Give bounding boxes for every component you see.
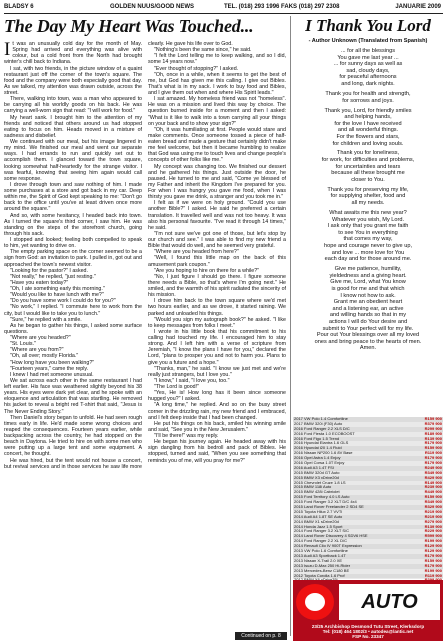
poem-line: and helping hands, (344, 114, 392, 121)
poem-line: For the flowers and stars, (336, 133, 400, 140)
poem-stanza (293, 91, 443, 104)
poem-line: for children and loving souls. (332, 140, 404, 147)
article-paragraph: "A long time," he replied. And so on the busy street corner in the drizzling rain, my new friend and I embraced, and I felt deep inside that I had been changed. (148, 402, 286, 421)
car-name: 2017 BMW 320i (F30) Auto (294, 421, 343, 426)
car-name: 2016 Opel Astra 1.4 Enjoy (294, 456, 341, 461)
poem-box (293, 16, 443, 355)
car-price: R379 900 (424, 421, 442, 426)
car-price: R179 900 (424, 456, 442, 461)
header-telephone: TEL. (018) 293 1996 FAKS (018) 297 2308 (224, 4, 340, 10)
article-paragraph: We continued with our meal, but his image lingered in my mind. We finished our meal and went our separate ways. I had errands to run and quickly set out to accomplish them. I glanced toward the town square, looking somewhat half-heartedly for the strange visitor. I was fearful, knowing that seeing him again would call some response. (4, 139, 142, 182)
article-paragraph: "Oh, all over; mostly Florida." (10, 353, 79, 360)
dealer-banner (293, 580, 443, 623)
poem-body (293, 48, 443, 352)
car-price: R199 900 (424, 568, 442, 573)
article-paragraph: I drove him back to the town square where we'd met two hours earlier, and as we drove, it started raining. We parked and unloaded his things. (148, 298, 286, 317)
car-price: R299 900 (424, 426, 442, 431)
car-price: R159 900 (424, 417, 442, 421)
car-name: 2013 VW Polo 1.6 Comfortline (294, 549, 348, 554)
car-name: 2017 VW Polo 1.4 Comfortline (294, 417, 348, 421)
article-paragraph: Then Daniel's story began to unfold. He had seen rough times early in life. He'd made some wrong choices and reaped the consequences. Fourteen years earlier, while backpacking across the country, he had stopped on the beach in Daytona. He tried to hire on with some men who were putting up a large tent and some equipment. A concert, he thought. (4, 414, 142, 458)
car-price: R199 900 (424, 539, 442, 544)
article-paragraph: I drove through town and saw nothing of him. I made some purchases at a store and got back in my car. Deep within me, the Spirit of God kept speaking to me: "Don't go back to the office until you've at least driven once more around the square." (4, 181, 142, 213)
article-paragraph: "Yes, He is! How long has it been since someone hugged you?" I asked. (148, 390, 286, 403)
article-paragraph: "How long have you been walking?" (10, 359, 95, 366)
car-price: R129 900 (424, 544, 442, 549)
poem-line: is good for me and that which (331, 285, 405, 292)
car-price: R129 900 (424, 549, 442, 554)
article-paragraph: The empty parking space on the corner seemed to be a sign from God: an invitation to park. I pulled in, got out and approached the town's newest visitor. (4, 249, 142, 268)
article-paragraph: "Thanks, man," he said. "I know we just met and we're really just strangers, but I love you." (148, 365, 286, 378)
continued-label: Continued on p. 8 (235, 632, 287, 640)
article-paragraph: "I'll be there!" was my reply. (154, 433, 219, 439)
poem-line: that comes my way, (343, 236, 393, 243)
car-name: 2016 Nissan NP200 1.6 8V Base (294, 451, 353, 456)
poem-line: Give me patience, humility, (334, 266, 402, 273)
article-paragraph: "Oh, once in a while, when it seems to get the best of me, but God has given me this calling. I give out Bibles. That's what is in my sack. I work to buy food and Bibles, and I give them out when and where His Spirit leads." (148, 71, 286, 96)
car-name: 2014 Ford Ranger 3.2 XLT S/C (294, 529, 349, 534)
article-paragraph: "Not really," he replied, "just resting." (10, 273, 96, 280)
car-price: R349 900 (424, 500, 442, 505)
article-paragraph: "Oh, it was humiliating at first. People would stare and make comments. Once someone tossed a piece of half-eaten bread and made a gesture that certainly didn't make me feel welcome, but then it became humbling to realize that God was using me to touch lives and change people's concepts of other folks like me." (148, 126, 286, 164)
dealer-fsp: FSP No. 23347 (352, 634, 384, 640)
car-price: R219 900 (424, 509, 442, 514)
article-paragraph: He began his journey again. He headed away with his sign dangling from his bedroll and pack of Bibles. He stopped, turned and said, "When you see something that reminds you of me, will you pray for me?" (148, 439, 286, 464)
car-name: 2013 Isuzu D-Max 250 Hi-Rider (294, 563, 351, 568)
article-paragraph: And so, with some hesitancy, I headed back into town. As I turned the square's third corner, I saw him. He was standing on the steps of the storefront church, going through his sack. (4, 212, 142, 237)
car-price: R189 900 (424, 431, 442, 436)
dealer-address-block (293, 623, 443, 641)
poem-line: because all these brought me (331, 170, 405, 177)
article-paragraph: "Would you like to have lunch with me?" (10, 292, 104, 299)
poem-line: and willing hands so that in my (329, 312, 407, 319)
poem-stanza (293, 48, 443, 88)
article-paragraph (4, 41, 142, 66)
car-name: 2013 Audi A3 Sportback 1.4T (294, 553, 346, 558)
column-divider (290, 16, 291, 636)
poem-line: Thank you, Lord, for friendly smiles (324, 107, 412, 114)
poem-line: Thank you for health and strength, (325, 90, 411, 97)
poem-line: yieldedness and a giving heart. (329, 272, 407, 279)
poem-line: sad, cloudy days, (346, 67, 390, 74)
poem-line: and all wonderful things. (337, 127, 399, 134)
car-price: R119 900 (424, 451, 442, 456)
poem-line: to see You in everything (338, 229, 398, 236)
article-paragraph: "Nothing's been the same since," he said. (154, 47, 252, 54)
car-price: R179 900 (424, 563, 442, 568)
article-paragraph: My concept was changing too. We finished our dessert and he gathered his things. Just outside the door, he paused. He turned to me and said, "Come ye blessed of my Father and inherit the Kingdom I've prepared for you. For when I was hungry you gave me food, when I was thirsty you gave me drink, a stranger and you took me in." (148, 163, 286, 201)
dealer-address: 23/25 Archbishop Desmond Tutu Street, Klerksdorp (311, 623, 425, 629)
car-price: R139 900 (424, 524, 442, 529)
car-price: R149 900 (424, 480, 442, 485)
dealer-logo-icon (296, 584, 334, 620)
car-price: R119 900 (424, 573, 442, 578)
poem-line: Pour out Your blessings over all my loved (316, 332, 420, 339)
car-name: 2015 BMW 320d GT Auto (294, 470, 340, 475)
car-price: R179 900 (424, 441, 442, 446)
article-paragraph: He put his things on his back, smiled his winning smile and said, "See you in the New Jerusalem." (148, 420, 286, 433)
article-paragraph: "Would you sign my autograph book?" he asked. "I like to keep messages from folks I meet." (148, 316, 286, 329)
car-name: 2015 BMW 428i Cabriolet (294, 490, 340, 495)
article-paragraph: He was hired, but the tent would not house a concert, but revival services and in those services he saw life more clearly. He gave his life over to God. (4, 41, 233, 470)
car-price: R219 900 (424, 514, 442, 519)
car-name: 2016 Hyundai Elantra 1.6 GLS (294, 441, 349, 446)
article-paragraph: I knew I had met someone unusual. (10, 371, 94, 378)
car-name: 2015 Land Rover Freelander 2 SD4 SE (294, 505, 364, 510)
poem-line: Give me, Lord, what You know (330, 279, 406, 286)
car-price: R429 900 (424, 475, 442, 480)
car-price: R159 900 (424, 495, 442, 500)
poem-line: for the love I have received (334, 120, 402, 127)
car-name: 2016 Audi A3 1.4T FSI (294, 465, 334, 470)
car-name: 2012 Toyota Corolla 1.6 Prof (294, 573, 345, 578)
poem-line: and long, dark nights. (341, 80, 395, 87)
poem-line: for supplying shelter, food and (330, 193, 406, 200)
article-paragraph: "I felt the Lord telling me to keep walking, and so I did, some 14 years now." (148, 53, 286, 66)
poem-line: Grant me an obedient heart (333, 299, 403, 306)
poem-author: - Author Unknown (Translated from Spanish) (308, 38, 428, 44)
car-name: 2015 Ford Ranger 3.2 XLT D/C 4x4 (294, 500, 357, 505)
article-paragraph: I sat, with two friends, in the picture window of a quaint restaurant just off the corner of the town's square. The food and the company were both especially good that day. As we talked, my attention was drawn outside, across the street. (4, 65, 142, 96)
car-name: 2014 Audi A4 1.8T SE Auto (294, 514, 343, 519)
poem-line: closer to You. (351, 176, 385, 183)
article-paragraph: "Where are you from?" (10, 347, 64, 354)
car-price: R229 900 (424, 529, 442, 534)
article-paragraph: I felt as if we were on holy ground. "Could you use another Bible?" I asked. He said he preferred a certain translation. It travelled well and was not too heavy. It was also his personal favourite. "I've read it through 14 times," he said. (148, 200, 286, 231)
car-price: R329 900 (424, 505, 442, 510)
article-paragraph: "Are you hoping to hire on there for a while?" (154, 267, 260, 274)
poem-line: ones and bring peace to the hearts of men. (314, 338, 422, 345)
article-paragraph: "Oh, I ate something early this morning." (10, 286, 105, 292)
article-paragraph: "Have you eaten today?" (10, 279, 69, 286)
car-price: R179 900 (424, 461, 442, 466)
car-price: R179 900 (424, 553, 442, 558)
car-listings (293, 417, 443, 579)
article-paragraph: As he began to gather his things, I asked some surface questions. (4, 322, 142, 335)
article-paragraph: I stopped and looked; feeling both compelled to speak to him, yet wanting to drive on. (4, 237, 142, 250)
car-name: 2014 Land Rover Discovery 4 SDV6 HSE (294, 534, 368, 539)
car-name: 2015 BMW 118i Auto (294, 485, 332, 490)
poem-line: I know not how to ask. (340, 292, 396, 299)
car-name: 2013 Mercedes-Benz C180 BE (294, 568, 350, 573)
poem-line: submit to Your perfect will for my life. (322, 325, 414, 332)
article-paragraph: My heart sank. I brought him to the attention of my friends and noticed that others around us had stopped eating to focus on him. Heads moved in a mixture of sadness and disbelief. (4, 114, 142, 139)
car-price: R349 900 (424, 470, 442, 475)
car-price: R159 900 (424, 446, 442, 451)
article-paragraph: "Where are you headed?" (10, 335, 71, 341)
car-name: 2015 Toyota Hilux 2.7 VVTi (294, 509, 343, 514)
car-name: 2015 Ford Territory 4.0 LS Auto (294, 495, 350, 500)
page-number: BLADSY 6 (4, 4, 34, 10)
car-name: 2015 BMW X3 xDrive20d (294, 475, 339, 480)
article-paragraph: "Fourteen years," came the reply. (10, 365, 89, 372)
poem-line: Thank you for loneliness, (336, 150, 400, 157)
article-paragraph: There, walking into town, was a man who appeared to be carrying all his worldly goods on his back. He was carrying a well-worn sign that read: "I will work for food." (4, 96, 142, 115)
page-header (0, 0, 447, 14)
article-paragraph: "I know," I said, "I love you, too." (154, 377, 230, 384)
issue-month: JANUARIE 2009 (395, 4, 441, 10)
poem-line: Amen. (359, 345, 377, 352)
car-name: 2014 BMW X1 sDrive20d (294, 519, 339, 524)
article-paragraph: "I'm not sure we've got one of those, but let's stop by our church and see." I was able to find my new friend a Bible that would do well, and he seemed very grateful. (148, 230, 286, 250)
poem-line: for uncertainties and tears (335, 163, 401, 170)
poem-line: Thank you for preserving my life, (327, 186, 409, 193)
car-name: 2015 Chevrolet Cruze 1.8 LS (294, 480, 346, 485)
poem-stanza (293, 108, 443, 148)
car-price: R249 900 (424, 465, 442, 470)
header-rule (4, 13, 443, 14)
poem-line: each day and for those around me. (324, 256, 412, 263)
article-body (4, 41, 286, 637)
poem-line: for sorrows and joys. (342, 97, 394, 104)
car-price: R239 900 (424, 485, 442, 490)
car-name: 2016 Opel Corsa 1.0T Enjoy (294, 461, 345, 466)
poem-line: What awaits me this new year? (329, 210, 407, 217)
poem-line: actions I will do Your desire and (328, 318, 408, 325)
poem-line: ... for sunny days as well as (333, 61, 403, 68)
poem-line: I ask only that you grant me faith (327, 223, 409, 230)
poem-line: You gave me last year ... (337, 54, 399, 61)
car-price: R159 900 (424, 558, 442, 563)
article-paragraph: "No work," I replied. "I commute here to work from the city, but I would like to take you to lunch." (4, 304, 142, 317)
dealer-contact: Tel: (018) 464 1802/3 • autodea@lantic.net (322, 628, 414, 634)
poem-line: Whatever you wish, My Lord. (331, 216, 405, 223)
poem-line: hope and courage never to give up, (323, 242, 412, 249)
article-paragraph: "Looking for the pastor?" I asked. (10, 267, 88, 274)
poem-stanza (293, 266, 443, 352)
poem-stanza (293, 150, 443, 183)
article-paragraph: "Sure," he replied with a smile. (10, 316, 82, 323)
dealer-brand: AUTO (339, 584, 440, 620)
poem-line: and love ... more love for You (331, 249, 405, 256)
poem-line: for peaceful afternoons (339, 74, 397, 81)
car-price: R279 900 (424, 519, 442, 524)
article-paragraph: We sat across each other in the same restaurant I had left earlier. His face was weathered slightly beyond his 38 years. His eyes were dark yet clear, and he spoke with an eloquence and articulation that was startling. He removed his jacket to reveal a bright red T-shirt that said, "Jesus is The Never Ending Story." (4, 377, 142, 415)
poem-title: I Thank You Lord (305, 16, 431, 35)
article-paragraph: "Do you have some work I could do for you?" (10, 298, 116, 305)
publication-name: GOLDEN NUUS/GOOD NEWS (110, 4, 195, 10)
article-title: The Day My Heart Was Touched... (4, 16, 254, 36)
poem-line: and a listening ear, an active (332, 305, 404, 312)
car-name: 2016 Hyundai i20 1.4 Fluid (294, 446, 342, 451)
article-paragraph: "No, I just figure I should go there. I figure someone there needs a Bible, so that's where I'm going next." He smiled, and the warmth of his spirit radiated the sincerity of his mission. (148, 273, 286, 299)
article-paragraph: "Where are you headed from here?" (154, 249, 239, 256)
article-paragraph: I sat amazed. My homeless friend was not "homeless". He was on a mission and lived this way by choice. The question burned inside for a moment and then I asked: "What is it like to walk into a town carrying all your things on your back and to show your sign?" (148, 96, 286, 127)
poem-line: for work, for difficulties and problems, (321, 157, 415, 164)
car-price: R599 900 (424, 534, 442, 539)
poem-stanza (293, 210, 443, 263)
car-name: 2013 Nissan X-Trail 2.0 XE (294, 558, 343, 563)
article-paragraph: I wrote in his little book that his commitment to his calling had touched my life. I encouraged him to stay strong. And I left him with a verse of scripture from Jeremiah, "I know the plans I have for you," declared the Lord, "plans to prosper you and not to harm you. Plans to give you a future and a hope." (148, 328, 286, 366)
article-paragraph: "The Lord is good!" (154, 384, 199, 390)
car-price: R139 900 (424, 436, 442, 441)
car-name: 2014 Renault Clio IV 900T Expression (294, 544, 362, 549)
car-name: 2014 Ford Ranger 2.2 XL D/C (294, 539, 347, 544)
car-price: R449 900 (424, 490, 442, 495)
car-name: 2016 Ford Fiesta 1.0 ECOBOOST (294, 431, 355, 436)
article-paragraph: "Well, I found this little map on the back of this amusement park coupon." (148, 255, 286, 268)
article-paragraph: "Ever thought of stopping?" I asked. (154, 65, 239, 72)
car-name: 2014 Honda Jazz 1.5 Sport (294, 524, 343, 529)
poem-line: all my needs. (351, 200, 385, 207)
drop-cap: I (4, 41, 11, 60)
car-name: 2016 Ford Ranger 2.2 XLS D/C (294, 426, 350, 431)
car-name: 2016 Ford Figo 1.5 Trend (294, 436, 340, 441)
article-paragraph: "St. Louis." (10, 341, 36, 348)
article-first-text: t was an unusually cold day for the month of May. Spring had arrived and everything was alive with colour, but a cold front from the North had brought winter's chill back to Indiana. (4, 41, 142, 66)
poem-stanza (293, 187, 443, 207)
poem-line: ... for all the blessings (340, 48, 396, 54)
